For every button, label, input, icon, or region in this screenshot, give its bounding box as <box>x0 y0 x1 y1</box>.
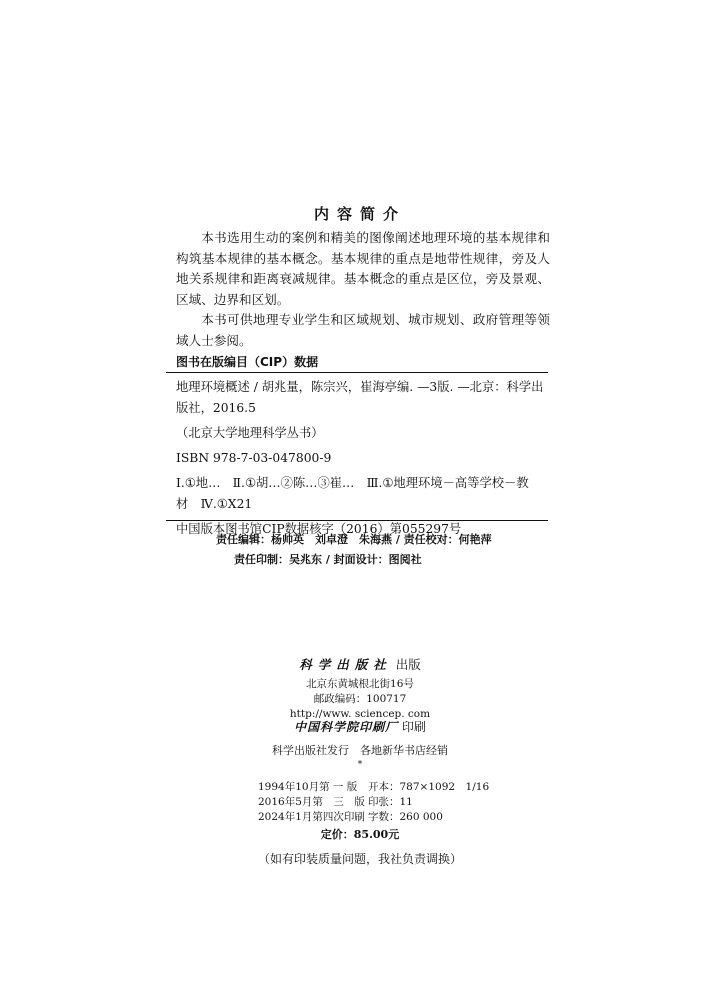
edition-row <box>258 795 489 810</box>
printer-logotype: 中国科学院印刷厂 <box>294 720 399 734</box>
cip-record-number: 中国版本图书馆CIP数据核字（2016）第055297号 <box>176 522 462 536</box>
publisher-suffix: 出版 <box>395 657 421 672</box>
publisher-line <box>0 655 720 673</box>
intro-text <box>176 228 550 351</box>
section-title: 内容简介 <box>313 205 406 223</box>
publisher-logotype: 科学出版社 <box>299 657 392 672</box>
production-credits: 责任印制：吴兆东 / 封面设计：图阅社 <box>234 553 422 566</box>
edition-date: 1994年10月第 一 版 <box>258 781 358 793</box>
intro-paragraph: 本书可供地理专业学生和区域规划、城市规划、政府管理等领域人士参阅。 <box>176 312 550 348</box>
edition-spec: 开本：787×1092 1/16 <box>368 781 490 793</box>
quality-note: （如有印装质量问题，我社负责调换） <box>257 852 462 866</box>
distribution-line: 科学出版社发行 各地新华书店经销 <box>272 744 448 757</box>
credits-block <box>0 530 720 570</box>
publisher-postcode: 邮政编码：100717 <box>313 693 407 705</box>
cip-classification: 材 Ⅳ.①X21 <box>176 497 253 511</box>
publisher-address: 北京东黄城根北街16号 <box>306 678 414 690</box>
cip-data-block <box>176 377 546 540</box>
cip-heading: 图书在版编目（CIP）数据 <box>176 355 319 369</box>
publisher-contact <box>0 677 720 722</box>
cip-isbn: ISBN 978-7-03-047800-9 <box>176 451 332 465</box>
edition-date: 2024年1月第四次印刷 <box>258 811 365 823</box>
printer-suffix: 印刷 <box>401 720 426 734</box>
cip-top-rule <box>166 372 548 373</box>
edition-info <box>258 780 489 825</box>
edition-row <box>258 780 489 795</box>
cip-classification: Ⅰ.①地… Ⅱ.①胡…②陈…③崔… Ⅲ.①地理环境－高等学校－教 <box>176 476 529 490</box>
cip-entry-line: 地理环境概述 / 胡兆量，陈宗兴，崔海亭编. —3版. —北京：科学出 <box>176 380 544 394</box>
edition-spec: 字数：260 000 <box>368 811 443 823</box>
cip-entry-line: 版社，2016.5 <box>176 401 256 415</box>
separator-star: * <box>357 760 363 770</box>
cip-bottom-rule <box>166 520 548 521</box>
edition-date: 2016年5月第 三 版 <box>258 796 365 808</box>
editor-credits: 责任编辑：杨帅英 刘卓澄 朱海燕 / 责任校对：何艳萍 <box>216 533 492 546</box>
cip-series: （北京大学地理科学丛书） <box>176 426 324 440</box>
price: 定价：85.00元 <box>320 828 400 841</box>
printer-line <box>0 718 720 735</box>
edition-spec: 印张：11 <box>368 796 413 808</box>
publisher-website: http://www. sciencep. com <box>289 708 431 720</box>
edition-row <box>258 810 489 825</box>
intro-paragraph: 本书选用生动的案例和精美的图像阐述地理环境的基本规律和构筑基本规律的基本概念。基本规律的重点是地带性规律，旁及人地关系规律和距离衰减规律。基本概念的重点是区位，旁及景观、区域、边界和区划。 <box>176 230 550 307</box>
